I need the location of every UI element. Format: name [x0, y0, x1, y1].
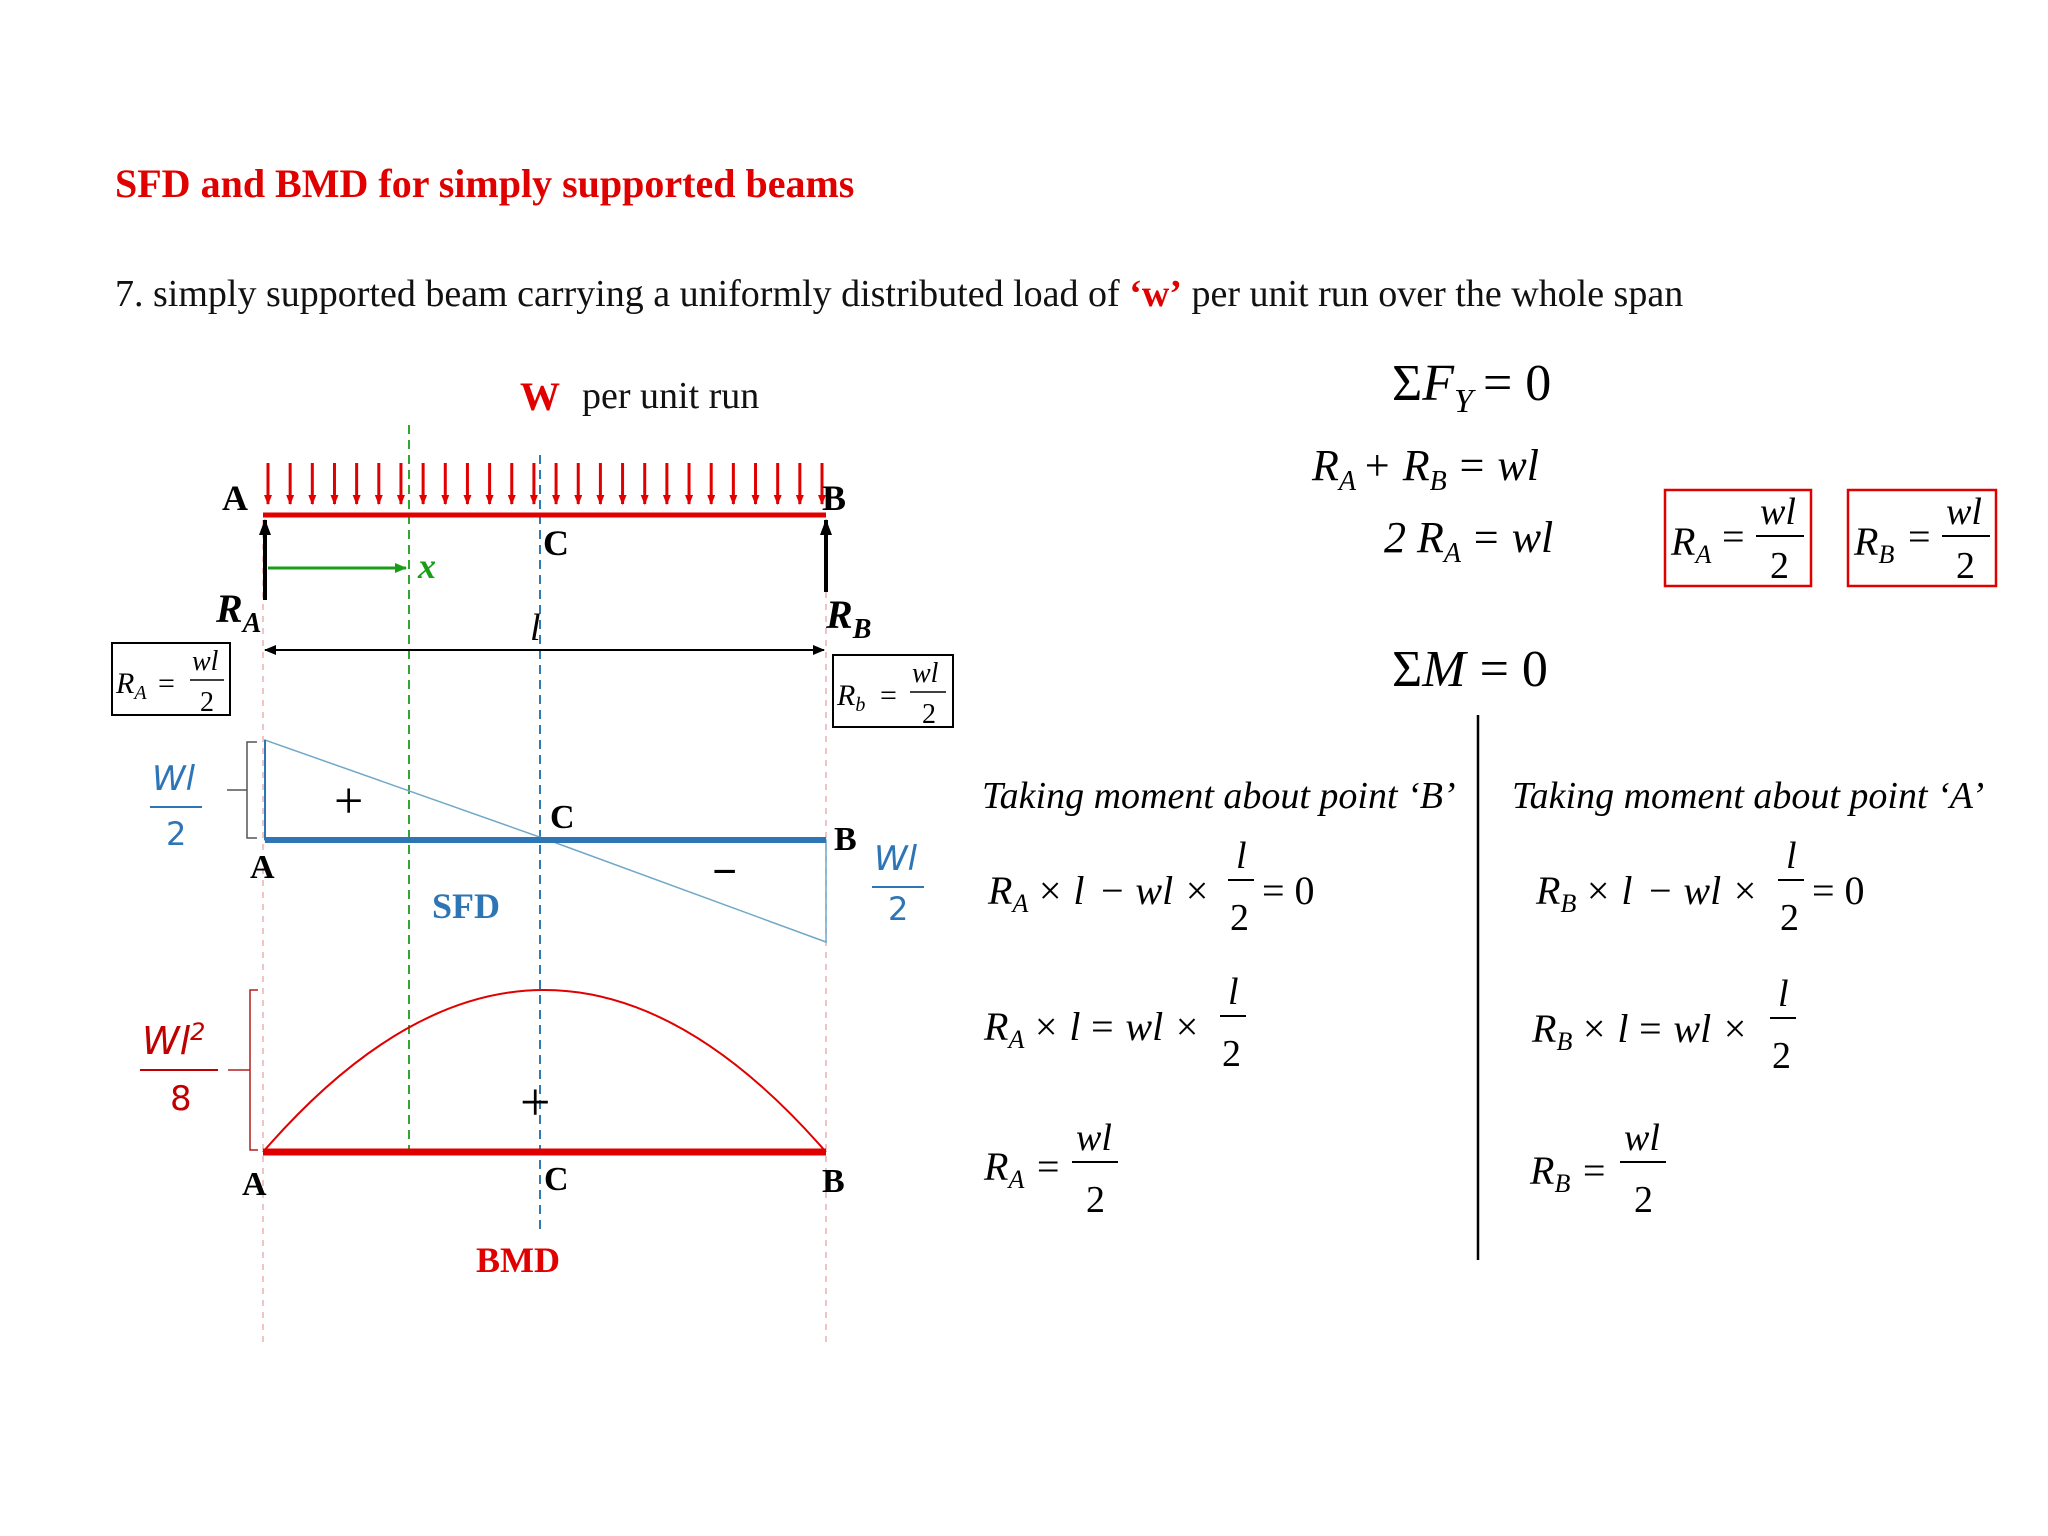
svg-text:l: l	[1778, 973, 1789, 1015]
bmd-label: BMD	[476, 1240, 560, 1280]
beam-point-b: B	[822, 478, 847, 518]
left-eq2	[983, 971, 1246, 1075]
svg-text:2: 2	[1780, 897, 1799, 939]
page-title: SFD and BMD for simply supported beams	[115, 161, 855, 206]
svg-text:2: 2	[1956, 545, 1975, 587]
right-eq1	[1535, 835, 1865, 939]
problem-highlight: ‘w’	[1129, 273, 1182, 315]
sfd-negative-region	[548, 840, 826, 942]
svg-text:2 RA= wl: 2 $R_A$ = wl	[1384, 513, 1554, 569]
problem-suffix: per unit run over the whole span	[1181, 273, 1684, 315]
svg-text:2: 2	[1222, 1033, 1241, 1075]
result-box-rb	[1848, 490, 1996, 587]
svg-text:=: =	[1908, 514, 1931, 559]
svg-text:2: 2	[1230, 897, 1249, 939]
svg-text:2: 2	[1086, 1179, 1105, 1221]
sfd-positive-region	[265, 740, 548, 840]
right-eq3	[1529, 1117, 1666, 1221]
rb-value-box	[833, 655, 953, 730]
svg-text:wl: wl	[912, 658, 939, 689]
svg-text:wl: wl	[1760, 491, 1796, 533]
svg-text:RA: $R_A$	[1671, 519, 1712, 569]
equation-ra-plus-rb	[1311, 441, 1539, 497]
svg-text:RA: $R_A$	[116, 667, 147, 704]
bmd-point-a: A	[242, 1166, 267, 1203]
sfd-minus: −	[712, 847, 738, 896]
svg-text:=: =	[880, 679, 897, 712]
svg-text:ΣM= 0: ΣM = 0	[1392, 641, 1548, 698]
sfd-neg-den: 2	[888, 890, 909, 928]
reaction-ra-label: $R_A$	[216, 586, 262, 639]
svg-text:RB× l− wl ×: $R_B \times l$ − wl ×	[1536, 868, 1759, 918]
bmd-diagram	[140, 990, 845, 1280]
svg-text:2: 2	[1770, 545, 1789, 587]
svg-text:wl: wl	[192, 646, 219, 677]
sfd-neg-num: Wl	[874, 839, 918, 879]
beam-point-c: C	[543, 523, 569, 563]
sfd-label: SFD	[432, 886, 501, 926]
sfd-diagram	[150, 740, 924, 942]
svg-text:2: 2	[1634, 1179, 1653, 1221]
svg-text:= 0: = 0	[1262, 868, 1315, 913]
svg-text:RB=: $R_B$ =	[1530, 1148, 1608, 1198]
equation-sum-fy	[1392, 355, 1551, 420]
sfd-plus: +	[334, 773, 364, 830]
svg-text:=: =	[158, 667, 175, 700]
bmd-point-b: B	[822, 1163, 845, 1200]
sfd-point-b: B	[834, 821, 857, 858]
problem-prefix: 7. simply supported beam carrying a uniformly distributed load of	[115, 273, 1130, 315]
svg-text:l: l	[1236, 835, 1247, 877]
bmd-max-den: 8	[170, 1079, 192, 1119]
right-heading: Taking moment about point ‘A’	[1512, 775, 1985, 817]
svg-text:2: 2	[1772, 1035, 1791, 1077]
svg-text:l: l	[1228, 971, 1239, 1013]
bmd-max-num: Wl$^2$	[142, 1018, 206, 1063]
load-text: per unit run	[582, 375, 760, 417]
svg-text:l: l	[1786, 835, 1797, 877]
svg-text:ΣFY= 0: $\Sigma F_Y = 0$	[1392, 355, 1552, 420]
load-label	[520, 374, 759, 419]
svg-text:wl: wl	[1624, 1117, 1660, 1159]
svg-text:RA=: $R_A$ =	[984, 1144, 1062, 1194]
problem-statement	[115, 273, 1683, 315]
bmd-point-c: C	[544, 1161, 569, 1198]
bmd-bracket	[228, 990, 258, 1150]
udl-arrows	[268, 463, 822, 504]
svg-text:2: 2	[922, 699, 936, 730]
load-w: W	[520, 374, 560, 419]
x-label: x	[418, 546, 436, 586]
bmd-plus: +	[520, 1072, 551, 1132]
equation-sum-m	[1392, 641, 1548, 698]
right-eq2	[1531, 973, 1796, 1077]
svg-text:RB× l= wl ×: $R_B \times l$ = wl ×	[1532, 1006, 1749, 1056]
beam-point-a: A	[222, 478, 248, 518]
left-heading: Taking moment about point ‘B’	[982, 775, 1456, 817]
svg-text:Rb: $R_b$	[837, 679, 866, 716]
svg-text:RA+ RB= wl: $R_A + R_B$ = wl	[1312, 441, 1539, 497]
left-eq1	[987, 835, 1315, 939]
sfd-point-c: C	[550, 799, 575, 836]
svg-text:RA× l= wl ×: $R_A \times l$ = wl ×	[984, 1004, 1201, 1054]
ra-value-box	[112, 643, 230, 718]
svg-text:= 0: = 0	[1812, 868, 1865, 913]
sfd-pos-num: Wl	[152, 759, 196, 799]
svg-text:wl: wl	[1946, 491, 1982, 533]
svg-text:RA× l− wl ×: $R_A \times l$ − wl ×	[988, 868, 1211, 918]
sfd-point-a: A	[250, 849, 275, 886]
svg-text:wl: wl	[1076, 1117, 1112, 1159]
svg-text:=: =	[1722, 514, 1745, 559]
svg-text:RB: $R_B$	[1854, 519, 1895, 569]
sfd-bracket	[227, 742, 257, 838]
equation-2ra	[1384, 513, 1553, 569]
left-eq3	[983, 1117, 1118, 1221]
sfd-pos-den: 2	[166, 815, 187, 853]
span-label: l	[530, 607, 541, 649]
result-box-ra	[1665, 490, 1811, 587]
reaction-rb-label: $R_B$	[826, 592, 872, 645]
svg-text:2: 2	[200, 687, 214, 718]
